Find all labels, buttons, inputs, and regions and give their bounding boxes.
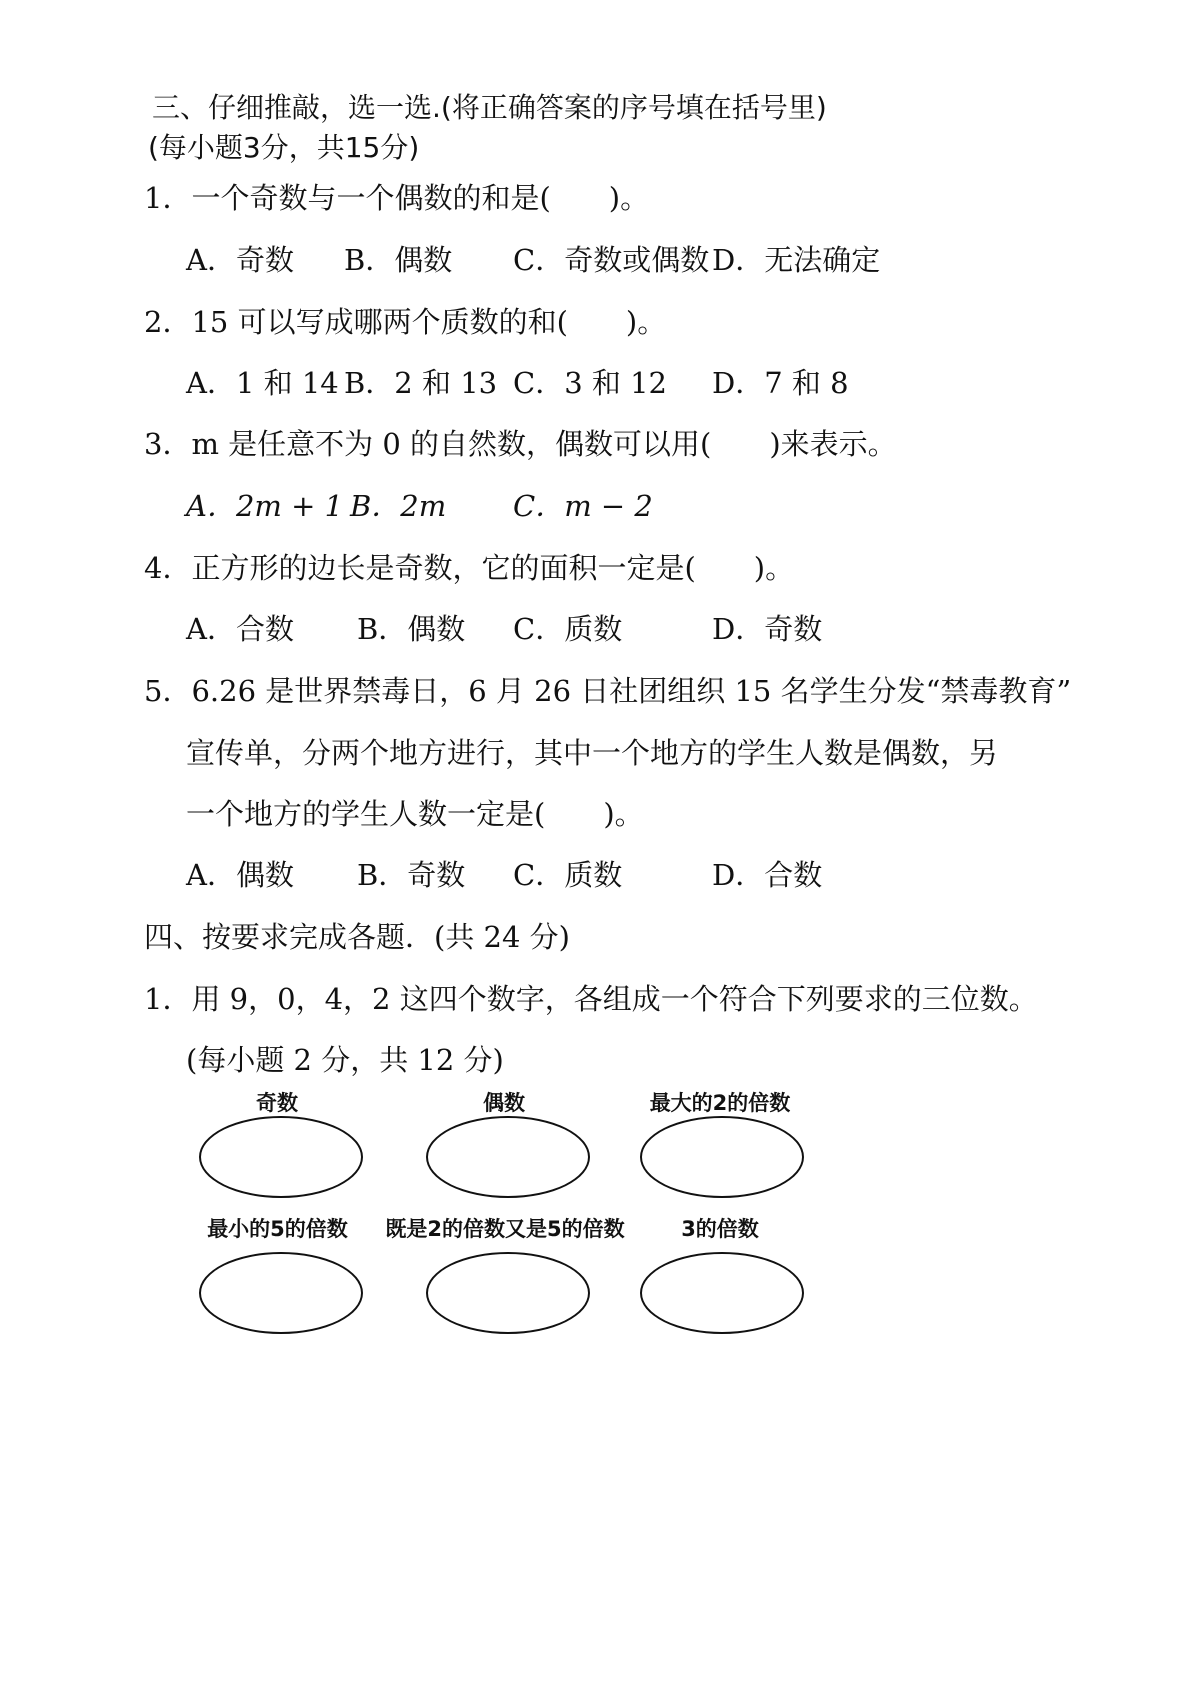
- question-3-option-b[interactable]: B．2m: [350, 489, 447, 523]
- question-5-text-line-1: 5．6.26 是世界禁毒日，6 月 26 日社团组织 15 名学生分发“禁毒教育”: [144, 674, 1072, 708]
- question-4-text: 4．正方形的边长是奇数，它的面积一定是( )。: [144, 551, 795, 585]
- answer-oval-smallest-multiple-of-5[interactable]: [199, 1252, 363, 1334]
- oval-label-smallest-multiple-of-5: 最小的5的倍数: [207, 1217, 348, 1241]
- question-5-option-b[interactable]: B．奇数: [357, 858, 466, 892]
- question-4-option-a[interactable]: A．合数: [186, 612, 294, 646]
- question-1-text: 1．一个奇数与一个偶数的和是( )。: [144, 181, 650, 215]
- question-5-text-line-3: 一个地方的学生人数一定是( )。: [186, 797, 644, 831]
- question-3-option-a[interactable]: A．2m + 1: [186, 489, 344, 523]
- answer-oval-multiple-of-2-and-5[interactable]: [426, 1252, 590, 1334]
- question-2-option-a[interactable]: A．1 和 14: [186, 366, 339, 400]
- question-4-option-d[interactable]: D．奇数: [712, 612, 823, 646]
- answer-oval-even[interactable]: [426, 1116, 590, 1198]
- oval-label-even: 偶数: [483, 1091, 525, 1115]
- section-4-question-1-subtext: (每小题 2 分，共 12 分): [186, 1043, 504, 1077]
- section-4-question-1-text: 1．用 9，0，4，2 这四个数字，各组成一个符合下列要求的三位数。: [144, 982, 1038, 1016]
- question-1-option-d[interactable]: D．无法确定: [712, 243, 881, 277]
- oval-label-odd: 奇数: [256, 1091, 298, 1115]
- question-2-option-c[interactable]: C．3 和 12: [513, 366, 667, 400]
- question-3-text: 3．m 是任意不为 0 的自然数，偶数可以用( )来表示。: [144, 427, 897, 461]
- question-1-option-b[interactable]: B．偶数: [344, 243, 453, 277]
- question-1-option-a[interactable]: A．奇数: [186, 243, 294, 277]
- answer-oval-multiple-of-3[interactable]: [640, 1252, 804, 1334]
- question-5-option-c[interactable]: C．质数: [513, 858, 623, 892]
- question-2-option-b[interactable]: B．2 和 13: [344, 366, 498, 400]
- question-5-text-line-2: 宣传单，分两个地方进行，其中一个地方的学生人数是偶数，另: [186, 736, 999, 770]
- answer-oval-largest-multiple-of-2[interactable]: [640, 1116, 804, 1198]
- section-3-heading: 三、仔细推敲，选一选.(将正确答案的序号填在括号里): [152, 91, 827, 124]
- question-2-option-d[interactable]: D．7 和 8: [712, 366, 849, 400]
- question-2-text: 2．15 可以写成哪两个质数的和( )。: [144, 305, 667, 339]
- section-4-heading: 四、按要求完成各题．(共 24 分): [144, 920, 570, 954]
- question-5-option-a[interactable]: A．偶数: [186, 858, 294, 892]
- question-5-option-d[interactable]: D．合数: [712, 858, 823, 892]
- oval-label-largest-multiple-of-2: 最大的2的倍数: [649, 1091, 791, 1115]
- oval-label-multiple-of-2-and-5: 既是2的倍数又是5的倍数: [385, 1217, 625, 1241]
- question-3-option-c[interactable]: C．m − 2: [513, 489, 653, 523]
- section-3-subheading: (每小题3分，共15分): [148, 131, 420, 164]
- oval-label-multiple-of-3: 3的倍数: [681, 1217, 759, 1241]
- question-1-option-c[interactable]: C．奇数或偶数: [513, 243, 710, 277]
- question-4-option-c[interactable]: C．质数: [513, 612, 623, 646]
- question-4-option-b[interactable]: B．偶数: [357, 612, 466, 646]
- answer-oval-odd[interactable]: [199, 1116, 363, 1198]
